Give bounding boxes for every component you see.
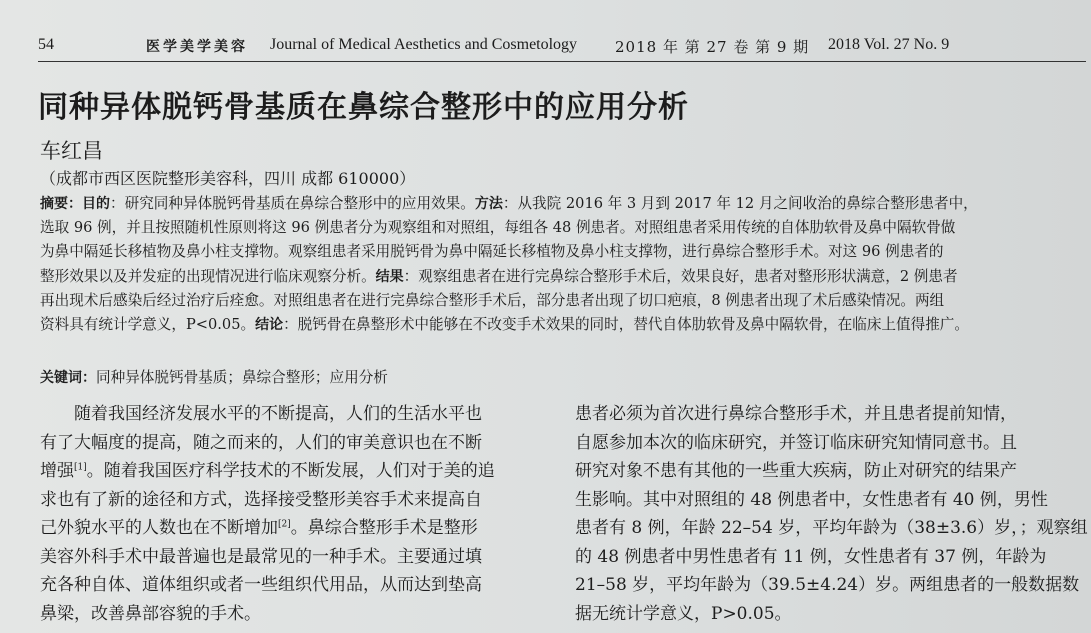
body-line: 生影响。其中对照组的 48 例患者中，女性患者有 40 例，男性 — [575, 489, 1048, 510]
body-line — [40, 457, 560, 486]
body-line — [40, 514, 560, 543]
body-line: 鼻梁，改善鼻部容貌的手术。 — [40, 603, 261, 624]
abstract-text: 资料具有统计学意义，P<0.05。 — [40, 316, 256, 334]
method-text: ：从我院 2016 年 3 月到 2017 年 12 月之间收治的鼻综合整形患者中， — [502, 195, 978, 212]
running-header — [38, 30, 1078, 60]
keywords-label: 关键词： — [40, 370, 96, 386]
body-line: 美容外科手术中最普遍也是最常见的一种手术。主要通过填 — [40, 546, 482, 567]
body-line: 随着我国经济发展水平的不断提高，人们的生活水平也 — [74, 404, 482, 424]
article-title: 同种异体脱钙骨基质在鼻综合整形中的应用分析 — [38, 90, 689, 125]
abstract-line: 选取 96 例，并且按照随机性原则将这 96 例患者分为观察组和对照组，每组各 48 例患者。对照组患者采用传统的自体肋软骨及鼻中隔软骨做 — [40, 219, 956, 237]
abstract-line — [40, 192, 1080, 216]
abstract — [40, 192, 1080, 337]
page-number: 54 — [38, 36, 54, 53]
body-column-left — [40, 400, 560, 628]
conclusion-label: 结论 — [255, 317, 284, 334]
reference-marker: [2] — [278, 519, 291, 530]
body-line: 患者必须为首次进行鼻综合整形手术，并且患者提前知情， — [575, 404, 1017, 424]
body-text: 。随着我国医疗科学技术的不断发展，人们对于美的追 — [86, 461, 495, 481]
body-text: 己外貌水平的人数也在不断增加 — [40, 518, 278, 538]
body-line: 患者有 8 例，年龄 22–54 岁，平均年龄为（38±3.6）岁，；观察组 — [575, 518, 1088, 538]
body-line: 有了大幅度的提高，随之而来的，人们的审美意识也在不断 — [40, 432, 482, 453]
purpose-text: ：研究同种异体脱钙骨基质在鼻综合整形中的应用效果。 — [110, 195, 475, 212]
result-text: ：观察组患者在进行完鼻综合整形手术后，效果良好，患者对整形形状满意，2 例患者 — [403, 267, 958, 285]
body-line: 据无统计学意义，P>0.05。 — [575, 603, 792, 624]
article-author: 车红昌 — [40, 139, 103, 163]
abstract-line — [40, 265, 1080, 289]
body-line: 求也有了新的途径和方式，选择接受整形美容手术来提高自 — [40, 489, 482, 510]
abstract-line: 为鼻中隔延长移植物及鼻小柱支撑物。观察组患者采用脱钙骨为鼻中隔延长移植物及鼻小柱支撑物，进行鼻综合整形手术。对这 96 例患者的 — [40, 243, 944, 261]
method-label: 方法 — [474, 196, 503, 212]
body-line: 研究对象不患有其他的一些重大疾病，防止对研究的结果产 — [575, 461, 1017, 481]
conclusion-text: ：脱钙骨在鼻整形术中能够在不改变手术效果的同时，替代自体肋软骨及鼻中隔软骨，在临床上值得推广。 — [283, 316, 969, 334]
purpose-label: 目的 — [82, 196, 110, 212]
body-line: 的 48 例患者中男性患者有 11 例，女性患者有 37 例，年龄为 — [575, 546, 1047, 567]
journal-name-cn: 医学美学美容 — [146, 39, 248, 55]
body-line: 自愿参加本次的临床研究，并签订临床研究知情同意书。且 — [575, 432, 1017, 453]
keywords-text: 同种异体脱钙骨基质；鼻综合整形；应用分析 — [96, 369, 388, 386]
keywords — [40, 366, 388, 387]
abstract-label: 摘要： — [40, 196, 82, 212]
journal-name-en: Journal of Medical Aesthetics and Cosmetology — [270, 36, 578, 53]
author-affiliation: （成都市西区医院整形美容科，四川 成都 610000） — [40, 169, 416, 188]
body-line: 充各种自体、道体组织或者一些组织代用品，从而达到垫高 — [40, 575, 482, 595]
abstract-line — [40, 313, 1080, 337]
body-text: 增强 — [40, 461, 74, 481]
abstract-line: 再出现术后感染后经过治疗后痊愈。对照组患者在进行完鼻综合整形手术后，部分患者出现了切口疤痕，8 例患者出现了术后感染情况。两组 — [40, 291, 945, 309]
issue-en: 2018 Vol. 27 No. 9 — [828, 36, 950, 53]
body-column-right — [575, 400, 1088, 628]
header-rule — [38, 61, 1086, 62]
body-text: 。鼻综合整形手术是整形 — [290, 518, 478, 538]
body-line: 21–58 岁，平均年龄为（39.5±4.24）岁。两组患者的一般数据数 — [575, 575, 1080, 595]
result-label: 结果 — [375, 268, 404, 285]
reference-marker: [1] — [74, 462, 87, 473]
issue-cn: 2018 年 第 27 卷 第 9 期 — [615, 38, 810, 56]
abstract-text: 整形效果以及并发症的出现情况进行临床观察分析。 — [40, 267, 376, 285]
